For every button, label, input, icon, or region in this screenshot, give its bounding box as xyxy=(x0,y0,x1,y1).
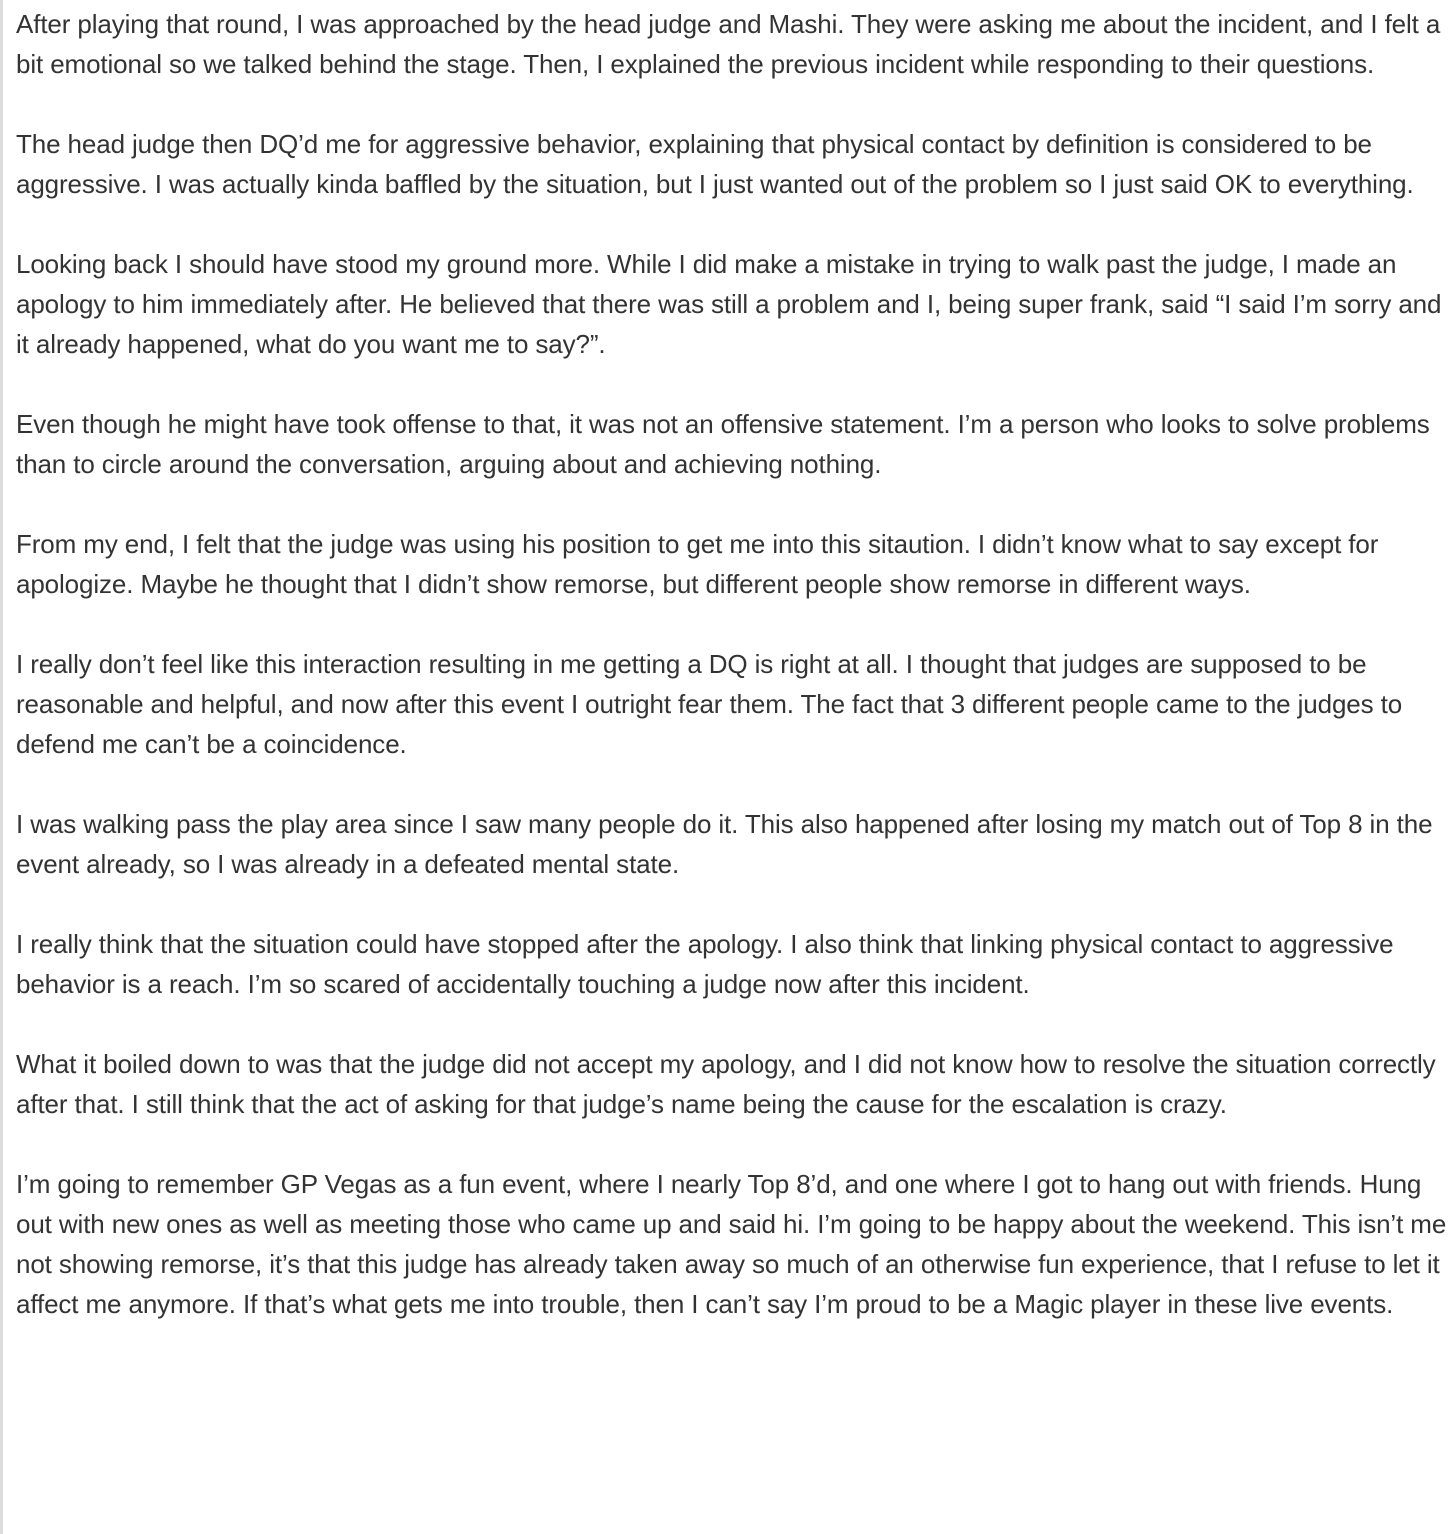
paragraph-10: I’m going to remember GP Vegas as a fun event, where I nearly Top 8’d, and one where I got to hang out with friends. Hung out with new ones as well as meeting those who came up and said hi. I’m going to be happy about the weekend. This isn’t me not showing remorse, it’s that this judge has already taken away so much of an otherwise fun experience, that I refuse to let it affect me anymore. If that’s what gets me into trouble, then I can’t say I’m proud to be a Magic player in these live events. xyxy=(16,1169,1447,1319)
statement-body xyxy=(16,4,1448,1324)
paragraph-2: The head judge then DQ’d me for aggressive behavior, explaining that physical contact by definition is considered to be aggressive. I was actually kinda baffled by the situation, but I just wanted out of the problem so I just said OK to everything. xyxy=(16,129,1414,199)
paragraph-8: I really think that the situation could have stopped after the apology. I also think that linking physical contact to aggressive behavior is a reach. I’m so scared of accidentally touching a judge now after this incident. xyxy=(16,929,1394,999)
paragraph-7: I was walking pass the play area since I saw many people do it. This also happened after losing my match out of Top 8 in the event already, so I was already in a defeated mental state. xyxy=(16,809,1433,879)
paragraph-1: After playing that round, I was approached by the head judge and Mashi. They were asking me about the incident, and I felt a bit emotional so we talked behind the stage. Then, I explained the previous incident while responding to their questions. xyxy=(16,9,1441,79)
paragraph-6: I really don’t feel like this interaction resulting in me getting a DQ is right at all. I thought that judges are supposed to be reasonable and helpful, and now after this event I outright fear them. The fact that 3 different people came to the judges to defend me can’t be a coincidence. xyxy=(16,649,1403,759)
blockquote-border xyxy=(0,0,3,1534)
paragraph-5: From my end, I felt that the judge was using his position to get me into this sitaution. I didn’t know what to say except for apologize. Maybe he thought that I didn’t show remorse, but different people show remorse in different ways. xyxy=(16,529,1379,599)
paragraph-3: Looking back I should have stood my ground more. While I did make a mistake in trying to walk past the judge, I made an apology to him immediately after. He believed that there was still a problem and I, being super frank, said “I said I’m sorry and it already happened, what do you want me to say?”. xyxy=(16,249,1442,359)
paragraph-4: Even though he might have took offense to that, it was not an offensive statement. I’m a person who looks to solve problems than to circle around the conversation, arguing about and achieving nothing. xyxy=(16,409,1430,479)
paragraph-9: What it boiled down to was that the judge did not accept my apology, and I did not know how to resolve the situation correctly after that. I still think that the act of asking for that judge’s name being the cause for the escalation is crazy. xyxy=(16,1049,1436,1119)
